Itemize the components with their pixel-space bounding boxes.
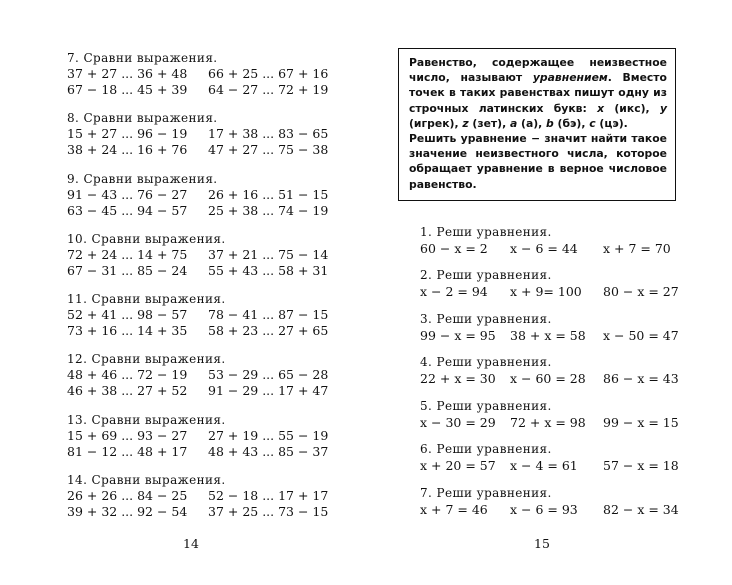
expression: 64 − 27 ... 72 + 19 xyxy=(208,82,329,97)
equation: 82 − x = 34 xyxy=(603,502,679,517)
rule-letter: c xyxy=(589,116,596,130)
rule-text: (а), xyxy=(517,116,547,130)
equation-exercise-6 xyxy=(420,441,700,474)
expression: 52 + 41 ... 98 − 57 xyxy=(67,307,188,322)
compare-exercise-11 xyxy=(67,291,327,339)
expression: 48 + 43 ... 85 − 37 xyxy=(208,444,329,459)
expression: 91 − 43 ... 76 − 27 xyxy=(67,187,188,202)
exercise-title: 1. Реши уравнения. xyxy=(420,225,552,239)
rule-letter: b xyxy=(546,116,554,130)
exercise-row xyxy=(67,126,327,142)
exercise-title: 6. Реши уравнения. xyxy=(420,442,552,456)
expression: 48 + 46 ... 72 − 19 xyxy=(67,367,188,382)
exercise-row xyxy=(67,367,327,383)
expression: 15 + 69 ... 93 − 27 xyxy=(67,428,188,443)
rule-letter: y xyxy=(659,101,667,115)
expression: 58 + 23 ... 27 + 65 xyxy=(208,323,329,338)
expression: 39 + 32 ... 92 − 54 xyxy=(67,504,188,519)
compare-exercise-14 xyxy=(67,472,327,520)
exercise-row xyxy=(67,307,327,323)
rule-paragraph-1 xyxy=(409,55,667,131)
equation: 22 + x = 30 xyxy=(420,371,496,386)
exercise-row xyxy=(67,142,327,158)
equation: x + 7 = 46 xyxy=(420,502,488,517)
rule-text: . Вместо точек в таких равенствах пишут одну из строчных латинских букв: xyxy=(409,71,667,115)
exercise-row xyxy=(67,203,327,219)
expression: 46 + 38 ... 27 + 52 xyxy=(67,383,188,398)
exercise-title: 10. Сравни выражения. xyxy=(67,232,226,246)
exercise-title: 13. Сравни выражения. xyxy=(67,413,226,427)
page-number-left: 14 xyxy=(183,536,199,551)
equation: 80 − x = 27 xyxy=(603,284,679,299)
expression: 37 + 21 ... 75 − 14 xyxy=(208,247,329,262)
expression: 27 + 19 ... 55 − 19 xyxy=(208,428,329,443)
rule-letter: x xyxy=(597,101,605,115)
expression: 63 − 45 ... 94 − 57 xyxy=(67,203,188,218)
expression: 38 + 24 ... 16 + 76 xyxy=(67,142,188,157)
compare-exercise-10 xyxy=(67,231,327,279)
exercise-row xyxy=(420,501,700,518)
exercise-row xyxy=(67,187,327,203)
equation-exercise-5 xyxy=(420,398,700,431)
rule-box xyxy=(398,48,676,201)
page-number-right: 15 xyxy=(534,536,550,551)
equation-exercise-3 xyxy=(420,311,700,344)
expression: 66 + 25 ... 67 + 16 xyxy=(208,66,329,81)
exercise-row xyxy=(420,370,700,387)
expression: 73 + 16 ... 14 + 35 xyxy=(67,323,188,338)
exercise-title: 9. Сравни выражения. xyxy=(67,172,218,186)
equation: x − 2 = 94 xyxy=(420,284,488,299)
equation: x + 20 = 57 xyxy=(420,458,496,473)
exercise-row xyxy=(67,383,327,399)
rule-text: (игрек), xyxy=(409,116,463,130)
exercise-row xyxy=(67,263,327,279)
equation: 72 + x = 98 xyxy=(510,415,586,430)
expression: 55 + 43 ... 58 + 31 xyxy=(208,263,329,278)
expression: 37 + 27 ... 36 + 48 xyxy=(67,66,188,81)
exercise-row xyxy=(420,283,700,300)
exercise-row xyxy=(67,488,327,504)
rule-text: (зет), xyxy=(468,116,510,130)
expression: 52 − 18 ... 17 + 17 xyxy=(208,488,329,503)
equation: x − 60 = 28 xyxy=(510,371,586,386)
equation: 99 − x = 95 xyxy=(420,328,496,343)
equation: x − 50 = 47 xyxy=(603,328,679,343)
rule-letter: a xyxy=(509,116,518,130)
exercise-title: 8. Сравни выражения. xyxy=(67,111,218,125)
equation: x − 6 = 93 xyxy=(510,502,578,517)
exercise-title: 11. Сравни выражения. xyxy=(67,292,226,306)
exercise-row xyxy=(420,327,700,344)
expression: 53 − 29 ... 65 − 28 xyxy=(208,367,329,382)
exercise-row xyxy=(67,323,327,339)
exercise-title: 7. Реши уравнения. xyxy=(420,486,552,500)
equation: 38 + x = 58 xyxy=(510,328,586,343)
rule-paragraph-2: Решить уравнение − значит найти такое значение неизвестного числа, которое обращает уравнение в верное числовое равенство. xyxy=(409,132,667,191)
expression: 25 + 38 ... 74 − 19 xyxy=(208,203,329,218)
exercise-title: 12. Сравни выражения. xyxy=(67,352,226,366)
exercise-title: 14. Сравни выражения. xyxy=(67,473,226,487)
expression: 72 + 24 ... 14 + 75 xyxy=(67,247,188,262)
expression: 67 − 18 ... 45 + 39 xyxy=(67,82,188,97)
exercise-row xyxy=(67,247,327,263)
equation: x + 7 = 70 xyxy=(603,241,671,256)
exercise-title: 5. Реши уравнения. xyxy=(420,399,552,413)
equation: x − 30 = 29 xyxy=(420,415,496,430)
equation: x + 9= 100 xyxy=(510,284,582,299)
rule-text: Равенство, содержащее неизвестное число, называют xyxy=(409,56,667,85)
expression: 67 − 31 ... 85 − 24 xyxy=(67,263,188,278)
exercise-row xyxy=(67,504,327,520)
compare-exercise-9 xyxy=(67,171,327,219)
exercise-title: 3. Реши уравнения. xyxy=(420,312,552,326)
exercise-row xyxy=(67,444,327,460)
expression: 26 + 16 ... 51 − 15 xyxy=(208,187,329,202)
equation: 60 − x = 2 xyxy=(420,241,488,256)
rule-text: (икс), xyxy=(604,101,660,115)
equation: x − 6 = 44 xyxy=(510,241,578,256)
equation: 57 − x = 18 xyxy=(603,458,679,473)
rule-text: (цэ). xyxy=(595,116,628,130)
exercise-title: 7. Сравни выражения. xyxy=(67,51,218,65)
rule-letter: z xyxy=(462,116,469,130)
rule-text: (бэ), xyxy=(553,116,590,130)
equation: 86 − x = 43 xyxy=(603,371,679,386)
equation-exercise-7 xyxy=(420,485,700,518)
equation-exercise-1 xyxy=(420,224,700,257)
equation: x − 4 = 61 xyxy=(510,458,578,473)
compare-exercise-7 xyxy=(67,50,327,98)
rule-term: уравнением xyxy=(532,71,608,85)
compare-exercise-13 xyxy=(67,412,327,460)
expression: 78 − 41 ... 87 − 15 xyxy=(208,307,329,322)
expression: 91 − 29 ... 17 + 47 xyxy=(208,383,329,398)
expression: 37 + 25 ... 73 − 15 xyxy=(208,504,329,519)
expression: 15 + 27 ... 96 − 19 xyxy=(67,126,188,141)
expression: 17 + 38 ... 83 − 65 xyxy=(208,126,329,141)
expression: 81 − 12 ... 48 + 17 xyxy=(67,444,188,459)
exercise-row xyxy=(67,428,327,444)
exercise-title: 2. Реши уравнения. xyxy=(420,268,552,282)
expression: 47 + 27 ... 75 − 38 xyxy=(208,142,329,157)
exercise-row xyxy=(67,66,327,82)
exercise-row xyxy=(67,82,327,98)
equation-exercise-4 xyxy=(420,354,700,387)
equation-exercise-2 xyxy=(420,267,700,300)
exercise-row xyxy=(420,240,700,257)
compare-exercise-12 xyxy=(67,351,327,399)
exercise-row xyxy=(420,457,700,474)
expression: 26 + 26 ... 84 − 25 xyxy=(67,488,188,503)
exercise-row xyxy=(420,414,700,431)
exercise-title: 4. Реши уравнения. xyxy=(420,355,552,369)
compare-exercise-8 xyxy=(67,110,327,158)
equation: 99 − x = 15 xyxy=(603,415,679,430)
